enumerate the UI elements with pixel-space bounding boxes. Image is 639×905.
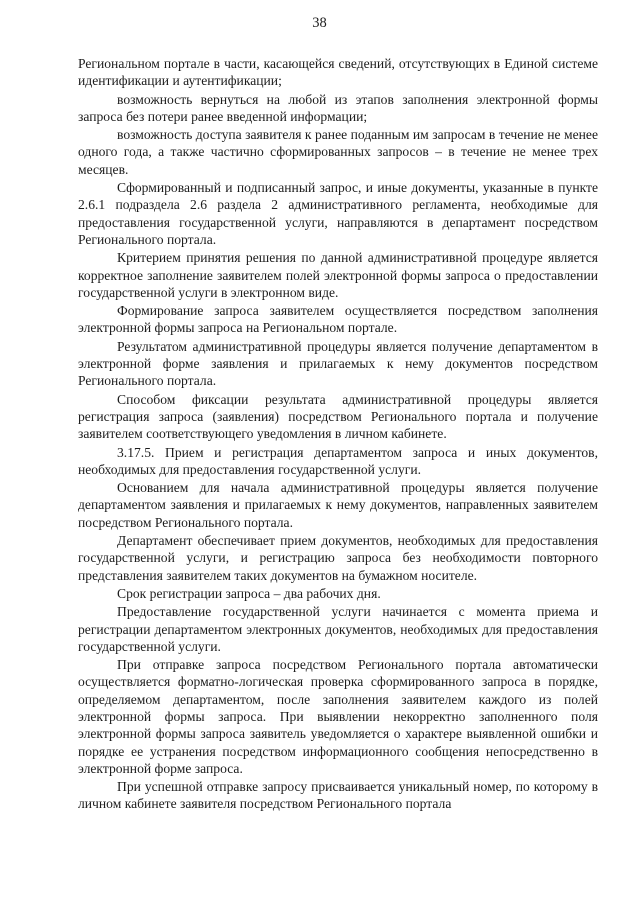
paragraph: При отправке запроса посредством Регионального портала автоматически осуществляется форматно-логическая проверка сформированного запроса в порядке, определяемом департаментом, после заполнения заявителем каждого из полей электронной формы запроса. При выявлении некорректно заполненного поля электронной формы запроса заявитель уведомляется о характере выявленной ошибки и порядке ее устранения посредством информационного сообщения непосредственно в электронной форме запроса. xyxy=(78,657,598,776)
paragraph: Критерием принятия решения по данной административной процедуре является корректное заполнение заявителем полей электронной формы запроса о предоставлении государственной услуги в электронном виде. xyxy=(78,250,598,300)
paragraph-continued: Региональном портале в части, касающейся сведений, отсутствующих в Единой системе идентификации и аутентификации; xyxy=(78,56,598,89)
paragraph: Сформированный и подписанный запрос, и иные документы, указанные в пункте 2.6.1 подраздела 2.6 раздела 2 административного регламента, необходимые для предоставления государственной услуги, направляются в департамент посредством Регионального портала. xyxy=(78,180,598,247)
paragraph: Способом фиксации результата административной процедуры является регистрация запроса (заявления) посредством Регионального портала и получение заявителем соответствующего уведомления в личном кабинете. xyxy=(78,391,598,442)
page-number: 38 xyxy=(312,15,327,31)
paragraph: Срок регистрации запроса – два рабочих дня. xyxy=(117,585,381,601)
section-heading-3-17-5: 3.17.5. Прием и регистрация департаментом запроса и иных документов, необходимых для предоставления государственной услуги. xyxy=(78,444,598,477)
paragraph: Результатом административной процедуры является получение департаментом в электронной форме заявления и прилагаемых к нему документов посредством Регионального портала. xyxy=(78,338,598,389)
paragraph: возможность вернуться на любой из этапов заполнения электронной формы запроса без потери ранее введенной информации; xyxy=(78,91,598,124)
paragraph: Департамент обеспечивает прием документов, необходимых для предоставления государственной услуги, и регистрацию запроса без необходимости повторного представления заявителем таких документов на бумажном носителе. xyxy=(78,533,598,583)
paragraph: Основанием для начала административной процедуры является получение департаментом заявления и прилагаемых к нему документов, направленных заявителем посредством Регионального портала. xyxy=(78,480,598,530)
paragraph: При успешной отправке запросу присваивается уникальный номер, по которому в личном кабинете заявителя посредством Регионального портала xyxy=(78,779,598,812)
paragraph: возможность доступа заявителя к ранее поданным им запросам в течение не менее одного года, а также частично сформированных запросов – в течение не менее трех месяцев. xyxy=(78,127,598,177)
paragraph: Формирование запроса заявителем осуществляется посредством заполнения электронной формы запроса на Региональном портале. xyxy=(78,303,598,336)
page-body xyxy=(78,55,598,813)
paragraph: Предоставление государственной услуги начинается с момента приема и регистрации департаментом электронных документов, необходимых для предоставления государственной услуги. xyxy=(78,604,598,654)
